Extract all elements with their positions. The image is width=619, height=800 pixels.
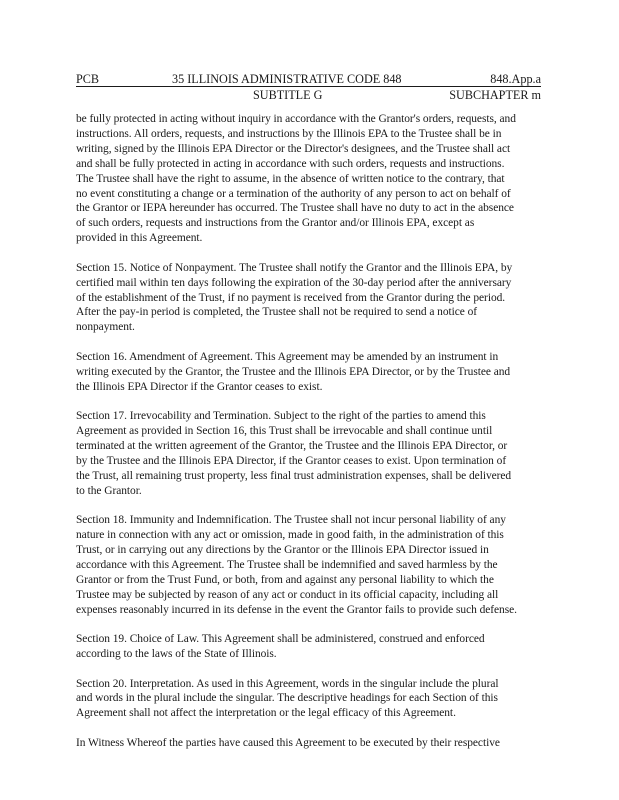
text-line: and words in the plural include the singular. The descriptive headings for each Section of this <box>76 692 498 705</box>
paragraph <box>76 409 544 498</box>
text-line: expenses reasonably incurred in its defense in the event the Grantor fails to provide such defense. <box>76 603 517 616</box>
text-line: the Illinois EPA Director if the Grantor ceases to exist. <box>76 380 323 393</box>
header-subchapter: SUBCHAPTER m <box>449 88 541 102</box>
text-line: the Grantor or IEPA hereunder has occurred. The Trustee shall have no duty to act in the absence <box>76 202 514 215</box>
text-line: to the Grantor. <box>76 484 142 497</box>
text-line: of such orders, requests and instructions from the Grantor and/or Illinois EPA, except as <box>76 217 475 230</box>
text-line: Trust, or in carrying out any directions by the Grantor or the Illinois EPA Director issued in <box>76 544 489 557</box>
text-line: the Trust, all remaining trust property, less final trust administration expenses, shall be delivered <box>76 469 512 482</box>
text-line: no event constituting a change or a termination of the authority of any person to act on behalf of <box>76 187 511 200</box>
text-line: by the Trustee and the Illinois EPA Director, if the Grantor ceases to exist. Upon termination of <box>76 454 507 467</box>
text-line: Agreement as provided in Section 16, this Trust shall be irrevocable and shall continue until <box>76 425 493 438</box>
text-line: Section 17. Irrevocability and Termination. Subject to the right of the parties to amend this <box>76 410 486 423</box>
paragraph <box>76 632 544 662</box>
text-line: Trustee may be subjected by reason of any act or conduct in its official capacity, including all <box>76 588 499 601</box>
text-line: writing, signed by the Illinois EPA Director or the Director's designees, and the Trustee shall act <box>76 142 511 155</box>
text-line: After the pay-in period is completed, the Trustee shall not be required to send a notice of <box>76 306 478 319</box>
text-line: Section 16. Amendment of Agreement. This Agreement may be amended by an instrument in <box>76 350 499 363</box>
text-line: according to the laws of the State of Illinois. <box>76 648 277 661</box>
paragraph <box>76 736 544 751</box>
header-subtitle: SUBTITLE G <box>253 88 323 102</box>
text-line: be fully protected in acting without inquiry in accordance with the Grantor's orders, requests, and <box>76 113 516 125</box>
text-line: writing executed by the Grantor, the Trustee and the Illinois EPA Director, or by the Trustee and <box>76 365 511 378</box>
paragraph <box>76 261 544 336</box>
header-agency: PCB <box>76 72 100 86</box>
text-line: Agreement shall not affect the interpretation or the legal efficacy of this Agreement. <box>76 707 456 720</box>
text-line: Section 18. Immunity and Indemnification. The Trustee shall not incur personal liability of any <box>76 514 506 527</box>
text-line: Section 19. Choice of Law. This Agreement shall be administered, construed and enforced <box>76 633 485 646</box>
text-line: The Trustee shall have the right to assume, in the absence of written notice to the contrary, that <box>76 172 505 185</box>
text-line: and shall be fully protected in acting in accordance with such orders, requests and instructions. <box>76 157 505 170</box>
text-line: instructions. All orders, requests, and instructions by the Illinois EPA to the Trustee shall be in <box>76 127 502 140</box>
text-line: Section 20. Interpretation. As used in this Agreement, words in the singular include the plural <box>76 677 499 690</box>
text-line: of the establishment of the Trust, if no payment is received from the Grantor during the period. <box>76 291 506 304</box>
paragraph <box>76 350 544 395</box>
paragraph <box>76 677 544 722</box>
header-rule <box>76 86 541 87</box>
text-line: Grantor or from the Trust Fund, or both, from and against any personal liability to which the <box>76 573 494 586</box>
text-line: Section 15. Notice of Nonpayment. The Trustee shall notify the Grantor and the Illinois EPA, by <box>76 261 513 274</box>
text-line: nonpayment. <box>76 321 135 334</box>
text-line: certified mail within ten days following the expiration of the 30-day period after the anniversary <box>76 276 512 289</box>
text-line: nature in connection with any act or omission, made in good faith, in the administration of this <box>76 529 504 542</box>
running-subheader <box>76 88 541 102</box>
header-section-number: 848.App.a <box>490 72 541 86</box>
text-line: provided in this Agreement. <box>76 232 203 245</box>
text-line: terminated at the written agreement of the Grantor, the Trustee and the Illinois EPA Director, or <box>76 440 508 452</box>
paragraph <box>76 112 544 246</box>
document-body <box>76 112 544 765</box>
header-code-title: 35 ILLINOIS ADMINISTRATIVE CODE 848 <box>172 72 402 86</box>
text-line: In Witness Whereof the parties have caused this Agreement to be executed by their respective <box>76 736 500 749</box>
text-line: accordance with this Agreement. The Trustee shall be indemnified and saved harmless by the <box>76 558 498 571</box>
running-header <box>76 72 541 86</box>
paragraph <box>76 513 544 617</box>
